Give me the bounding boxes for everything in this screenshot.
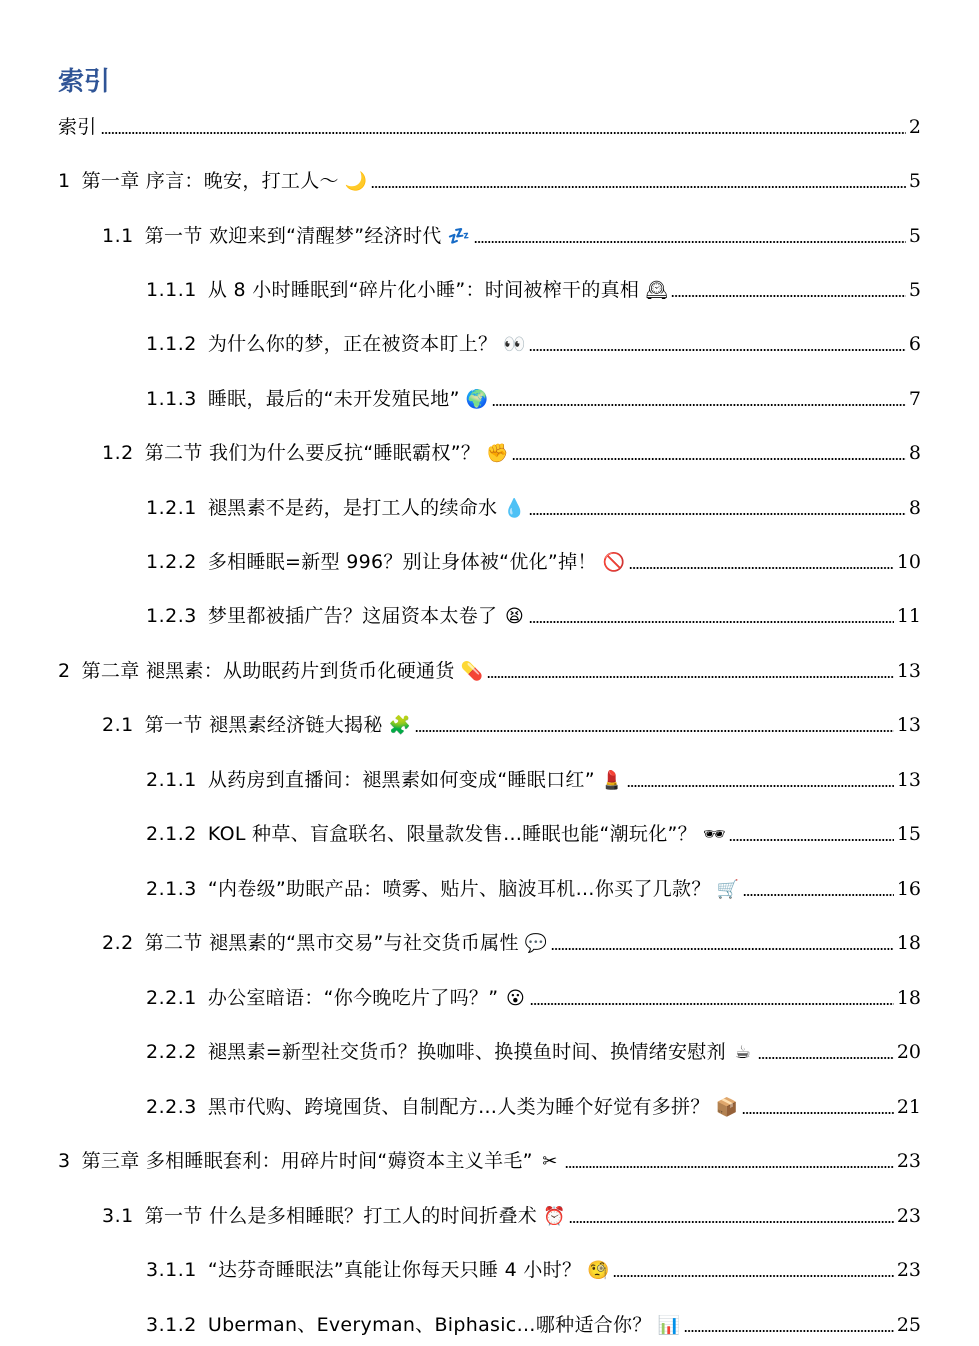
toc-entry-title[interactable]: 为什么你的梦，正在被资本盯上？	[207, 333, 498, 355]
toc-entry-page-number[interactable]: 23	[896, 1205, 921, 1227]
toc-entry-number: 3.1	[102, 1205, 134, 1227]
dot-leader	[492, 404, 906, 406]
speech-bubble-icon: 💬	[524, 933, 548, 954]
toc-entry-page-number[interactable]: 8	[908, 497, 921, 519]
toc-entry-title[interactable]: 办公室暗语：“你今晚吃片了吗？”	[207, 987, 499, 1009]
toc-entry-page-number[interactable]: 21	[896, 1096, 921, 1118]
toc-entry-number: 1.2.2	[146, 551, 197, 573]
toc-entry-page-number[interactable]: 8	[908, 442, 921, 464]
dot-leader	[474, 241, 906, 243]
toc-entry-page-number[interactable]: 18	[896, 987, 921, 1009]
dot-leader	[729, 839, 894, 841]
dot-leader	[371, 186, 906, 188]
toc-entry-page-number[interactable]: 20	[896, 1041, 921, 1063]
coffee-icon: ☕	[734, 1042, 751, 1063]
toc-entry-title[interactable]: 第三章 多相睡眠套利：用碎片时间“薅资本主义羊毛”	[81, 1150, 533, 1172]
toc-entry-number: 1.1	[102, 225, 134, 247]
toc-entry-page-number[interactable]: 6	[908, 333, 921, 355]
toc-entry-number: 1	[58, 170, 71, 192]
toc-entry-number: 1.2.1	[146, 497, 197, 519]
toc-entry[interactable]	[102, 707, 921, 737]
toc-entry-page-number[interactable]: 5	[908, 225, 921, 247]
toc-entry-number: 2.2	[102, 932, 134, 954]
toc-entry[interactable]	[146, 326, 921, 356]
toc-entry-title[interactable]: 梦里都被插广告？这届资本太卷了	[207, 605, 498, 627]
crescent-moon-icon: 🌙	[344, 171, 368, 192]
toc-entry-title[interactable]: 索引	[58, 116, 97, 138]
dot-leader	[529, 349, 906, 351]
toc-entry-number: 3.1.2	[146, 1314, 197, 1336]
dot-leader	[613, 1275, 893, 1277]
toc-entry-title[interactable]: 第一章 序言：晚安，打工人～	[81, 170, 339, 192]
dot-leader	[529, 621, 893, 623]
toc-entry-number: 2.1.1	[146, 769, 197, 791]
toc-entry[interactable]	[58, 163, 921, 193]
shopping-cart-icon: 🛒	[716, 879, 740, 900]
surprised-face-icon: 😮	[505, 988, 525, 1009]
alarm-clock-icon: ⏰	[543, 1206, 566, 1227]
toc-entry-title[interactable]: 第一节 褪黑素经济链大揭秘	[144, 714, 383, 736]
toc-entry-title[interactable]: 褪黑素不是药，是打工人的续命水	[207, 497, 498, 519]
toc-entry-number: 2.2.3	[146, 1096, 197, 1118]
toc-entry-number: 3	[58, 1150, 71, 1172]
dot-leader	[487, 676, 894, 678]
toc-entry[interactable]	[146, 980, 921, 1010]
dot-leader	[742, 1112, 894, 1114]
toc-entry-title[interactable]: 第一节 什么是多相睡眠？打工人的时间折叠术	[144, 1205, 538, 1227]
toc-entry[interactable]	[146, 1252, 921, 1282]
toc-entry[interactable]	[146, 272, 921, 302]
toc-entry-page-number[interactable]: 23	[896, 1259, 921, 1281]
dot-leader	[530, 1003, 893, 1005]
dot-leader	[101, 132, 906, 134]
toc-entry[interactable]	[146, 490, 921, 520]
dot-leader	[671, 295, 906, 297]
toc-entry[interactable]	[102, 1198, 921, 1228]
toc-entry-title[interactable]: 褪黑素=新型社交货币？换咖啡、换摸鱼时间、换情绪安慰剂	[207, 1041, 726, 1063]
droplet-icon: 💧	[503, 498, 526, 519]
toc-entry-title[interactable]: 第二节 我们为什么要反抗“睡眠霸权”？	[144, 442, 481, 464]
toc-entry-page-number[interactable]: 5	[908, 170, 921, 192]
toc-entry[interactable]	[146, 1034, 921, 1064]
dot-leader	[684, 1330, 894, 1332]
toc-entry-title[interactable]: 从 8 小时睡眠到“碎片化小睡”：时间被榨干的真相	[207, 279, 640, 301]
tired-face-icon: 😫	[504, 606, 524, 627]
toc-entry-page-number[interactable]: 13	[896, 660, 921, 682]
dot-leader	[551, 948, 894, 950]
toc-entry-number: 2.2.1	[146, 987, 197, 1009]
prohibited-icon: 🚫	[602, 552, 626, 573]
puzzle-piece-icon: 🧩	[388, 715, 412, 736]
toc-entry-number: 1.1.2	[146, 333, 197, 355]
toc-entry[interactable]	[102, 218, 921, 248]
sunglasses-icon: 🕶	[702, 824, 726, 845]
toc-entry-title[interactable]: KOL 种草、盲盒联名、限量款发售…睡眠也能“潮玩化”？	[207, 823, 697, 845]
toc-entry-page-number[interactable]: 2	[908, 116, 921, 138]
pill-icon: 💊	[460, 661, 484, 682]
toc-entry-number: 1.1.1	[146, 279, 197, 301]
toc-entry-title[interactable]: 第二章 褪黑素：从助眠药片到货币化硬通货	[81, 660, 455, 682]
toc-heading: 索引	[58, 67, 111, 97]
toc-entry-title[interactable]: 从药房到直播间：褪黑素如何变成“睡眠口红”	[207, 769, 595, 791]
toc-entry-page-number[interactable]: 25	[896, 1314, 921, 1336]
toc-entry-title[interactable]: 第一节 欢迎来到“清醒梦”经济时代	[144, 225, 442, 247]
toc-entry-title[interactable]: 第二节 褪黑素的“黑市交易”与社交货币属性	[144, 932, 519, 954]
lipstick-icon: 💄	[600, 770, 624, 791]
toc-entry[interactable]	[146, 1307, 921, 1337]
toc-entry[interactable]	[146, 871, 921, 901]
bar-chart-icon: 📊	[657, 1315, 681, 1336]
toc-entry[interactable]	[102, 925, 921, 955]
toc-entry-number: 2.1.3	[146, 878, 197, 900]
toc-entry-number: 2.1.2	[146, 823, 197, 845]
toc-entry[interactable]	[58, 109, 921, 139]
mantelpiece-clock-icon: 🕰	[645, 280, 669, 301]
toc-entry-page-number[interactable]: 11	[896, 605, 921, 627]
raised-fist-icon: ✊	[486, 443, 509, 464]
toc-entry-page-number[interactable]: 18	[896, 932, 921, 954]
toc-entry-page-number[interactable]: 10	[896, 551, 921, 573]
toc-entry-number: 2.2.2	[146, 1041, 197, 1063]
dot-leader	[512, 458, 906, 460]
toc-entry[interactable]	[146, 544, 921, 574]
toc-entry-page-number[interactable]: 13	[896, 714, 921, 736]
toc-entry[interactable]	[58, 653, 921, 683]
toc-entry-page-number[interactable]: 13	[896, 769, 921, 791]
scissors-icon: ✂	[542, 1151, 558, 1172]
toc-entry-title[interactable]: “达芬奇睡眠法”真能让你每天只睡 4 小时？	[207, 1259, 582, 1281]
dot-leader	[629, 567, 894, 569]
zzz-icon: 💤	[447, 226, 470, 247]
toc-entry-number: 3.1.1	[146, 1259, 197, 1281]
dot-leader	[569, 1221, 894, 1223]
toc-entry[interactable]	[146, 381, 921, 411]
toc-entry-number: 2.1	[102, 714, 134, 736]
toc-entry-number: 2	[58, 660, 71, 682]
toc-entry-page-number[interactable]: 7	[908, 388, 921, 410]
toc-entry-title[interactable]: Uberman、Everyman、Biphasic…哪种适合你？	[207, 1314, 652, 1336]
toc-entry-title[interactable]: “内卷级”助眠产品：喷雾、贴片、脑波耳机…你买了几款？	[207, 878, 711, 900]
eyes-icon: 👀	[503, 334, 526, 355]
toc-entry[interactable]	[102, 435, 921, 465]
toc-entry-number: 1.1.3	[146, 388, 197, 410]
toc-entry[interactable]	[146, 816, 921, 846]
toc-entry[interactable]	[146, 598, 921, 628]
dot-leader	[529, 513, 906, 515]
dot-leader	[565, 1166, 894, 1168]
dot-leader	[627, 785, 894, 787]
toc-entry[interactable]	[58, 1143, 921, 1173]
toc-entry-number: 1.2.3	[146, 605, 197, 627]
toc-entry-page-number[interactable]: 16	[896, 878, 921, 900]
monocle-face-icon: 🧐	[587, 1260, 610, 1281]
toc-entry-number: 1.2	[102, 442, 134, 464]
toc-entry-title[interactable]: 黑市代购、跨境囤货、自制配方…人类为睡个好觉有多拼？	[207, 1096, 710, 1118]
toc-entry[interactable]	[146, 1089, 921, 1119]
package-icon: 📦	[715, 1097, 739, 1118]
toc-entry-page-number[interactable]: 23	[896, 1150, 921, 1172]
toc-entry-title[interactable]: 多相睡眠=新型 996？别让身体被“优化”掉！	[207, 551, 597, 573]
dot-leader	[758, 1057, 894, 1059]
dot-leader	[743, 894, 894, 896]
dot-leader	[415, 730, 894, 732]
toc-entry-page-number[interactable]: 5	[908, 279, 921, 301]
toc-entry-page-number[interactable]: 15	[896, 823, 921, 845]
globe-icon: 🌍	[465, 389, 489, 410]
toc-entry[interactable]	[146, 762, 921, 792]
toc-entry-title[interactable]: 睡眠，最后的“未开发殖民地”	[207, 388, 460, 410]
